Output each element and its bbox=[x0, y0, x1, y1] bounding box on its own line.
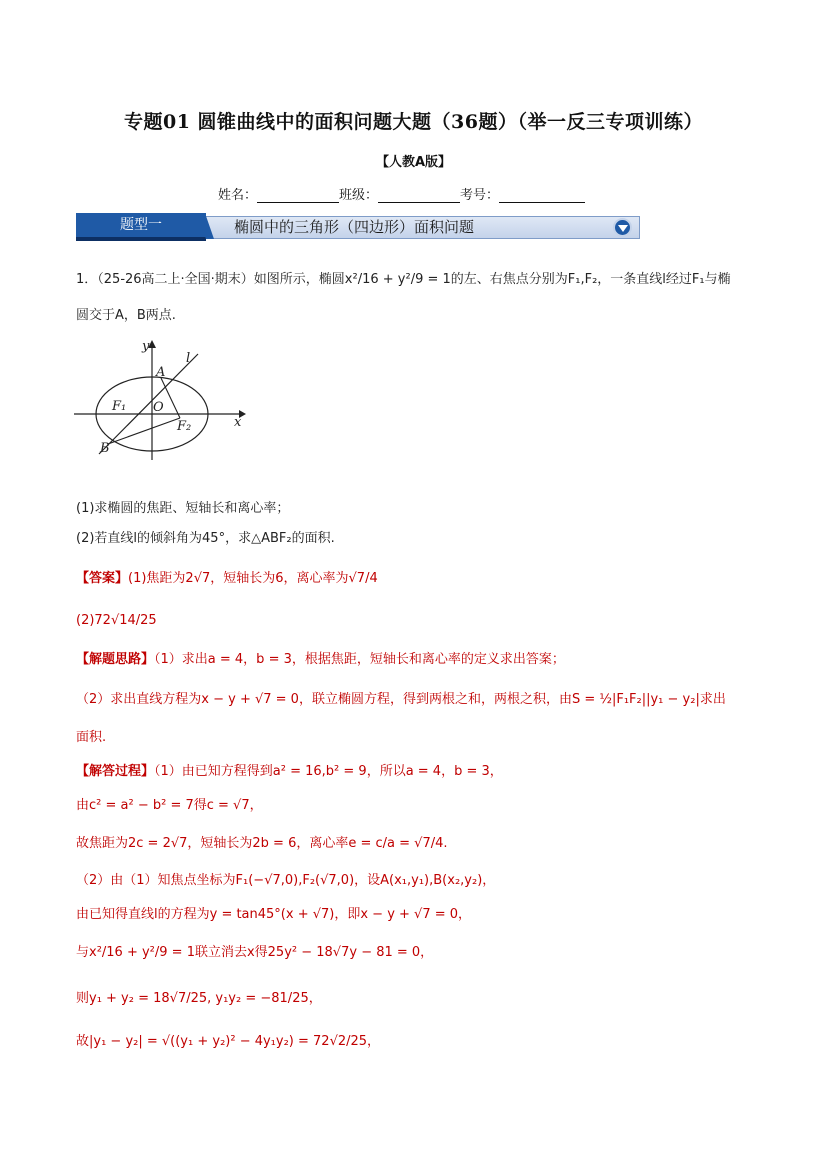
label-F2: F₂ bbox=[177, 419, 192, 434]
problem-line-2: 圆交于A，B两点. bbox=[76, 308, 176, 323]
label-l: l bbox=[186, 351, 191, 366]
segment-AF2 bbox=[161, 378, 180, 418]
label-B: B bbox=[100, 441, 110, 456]
answer-line-1 bbox=[76, 567, 378, 586]
idea-line-3: 面积. bbox=[76, 730, 107, 745]
banner-slant bbox=[198, 216, 214, 239]
answer-label: 【答案】 bbox=[76, 571, 129, 586]
idea-line-1 bbox=[76, 648, 565, 667]
idea-text-1: （1）求出a = 4，b = 3，根据焦距，短轴长和离心率的定义求出答案； bbox=[154, 652, 565, 667]
label-F1: F₁ bbox=[112, 399, 127, 414]
name-blank bbox=[257, 189, 339, 203]
label-O: O bbox=[153, 400, 164, 415]
exam-label: 考号： bbox=[460, 188, 500, 203]
page-title: 专题01 圆锥曲线中的面积问题大题（36题）（举一反三专项训练） bbox=[124, 111, 703, 133]
idea-line-2: （2）求出直线方程为x − y + √7 = 0，联立椭圆方程，得到两根之和，两根之积，由S = ½|F₁F₂||y₁ − y₂|求出 bbox=[76, 692, 726, 707]
process-text-1: （1）由已知方程得到a² = 16,b² = 9，所以a = 4，b = 3， bbox=[154, 764, 503, 779]
label-x: x bbox=[234, 415, 242, 430]
answer-line-2: (2)72√14/25 bbox=[76, 613, 157, 628]
problem-line-1: 1．（25-26高二上·全国·期末）如图所示，椭圆x²/16 + y²/9 = 1的左、右焦点分别为F₁,F₂，一条直线l经过F₁与椭 bbox=[76, 272, 731, 287]
edition-label: 【人教A版】 bbox=[375, 155, 452, 170]
label-y: y bbox=[142, 340, 150, 354]
question-part-2: (2)若直线l的倾斜角为45°，求△ABF₂的面积. bbox=[76, 531, 335, 546]
section-banner bbox=[76, 213, 641, 241]
process-label: 【解答过程】 bbox=[76, 764, 155, 779]
chevron-down-circle-icon[interactable] bbox=[613, 218, 632, 237]
class-label: 班级： bbox=[339, 188, 379, 203]
exam-blank bbox=[499, 189, 585, 203]
label-A: A bbox=[156, 365, 166, 380]
process-line-6: 与x²/16 + y²/9 = 1联立消去x得25y² − 18√7y − 81 = 0， bbox=[76, 945, 434, 960]
section-tag-underline bbox=[76, 237, 206, 241]
process-line-7: 则y₁ + y₂ = 18√7/25, y₁y₂ = −81/25， bbox=[76, 991, 322, 1006]
class-blank bbox=[378, 189, 460, 203]
process-line-2: 由c² = a² − b² = 7得c = √7， bbox=[76, 798, 263, 813]
section-title: 椭圆中的三角形（四边形）面积问题 bbox=[234, 218, 475, 236]
ellipse-figure bbox=[74, 340, 254, 462]
answer-text-1: (1)焦距为2√7，短轴长为6，离心率为√7/4 bbox=[128, 571, 378, 586]
process-line-1 bbox=[76, 760, 503, 779]
section-tag: 题型一 bbox=[76, 213, 206, 241]
process-line-8: 故|y₁ − y₂| = √((y₁ + y₂)² − 4y₁y₂) = 72√2/25， bbox=[76, 1034, 381, 1049]
process-line-4: （2）由（1）知焦点坐标为F₁(−√7,0),F₂(√7,0)，设A(x₁,y₁),B(x₂,y₂)， bbox=[76, 873, 496, 888]
segment-BF2 bbox=[108, 418, 180, 444]
process-line-5: 由已知得直线l的方程为y = tan45°(x + √7)，即x − y + √7 = 0， bbox=[76, 907, 472, 922]
idea-label: 【解题思路】 bbox=[76, 652, 155, 667]
process-line-3: 故焦距为2c = 2√7，短轴长为2b = 6，离心率e = c/a = √7/4. bbox=[76, 836, 448, 851]
name-label: 姓名： bbox=[218, 188, 258, 203]
student-info-row bbox=[218, 184, 585, 203]
question-part-1: (1)求椭圆的焦距、短轴长和离心率； bbox=[76, 501, 290, 516]
